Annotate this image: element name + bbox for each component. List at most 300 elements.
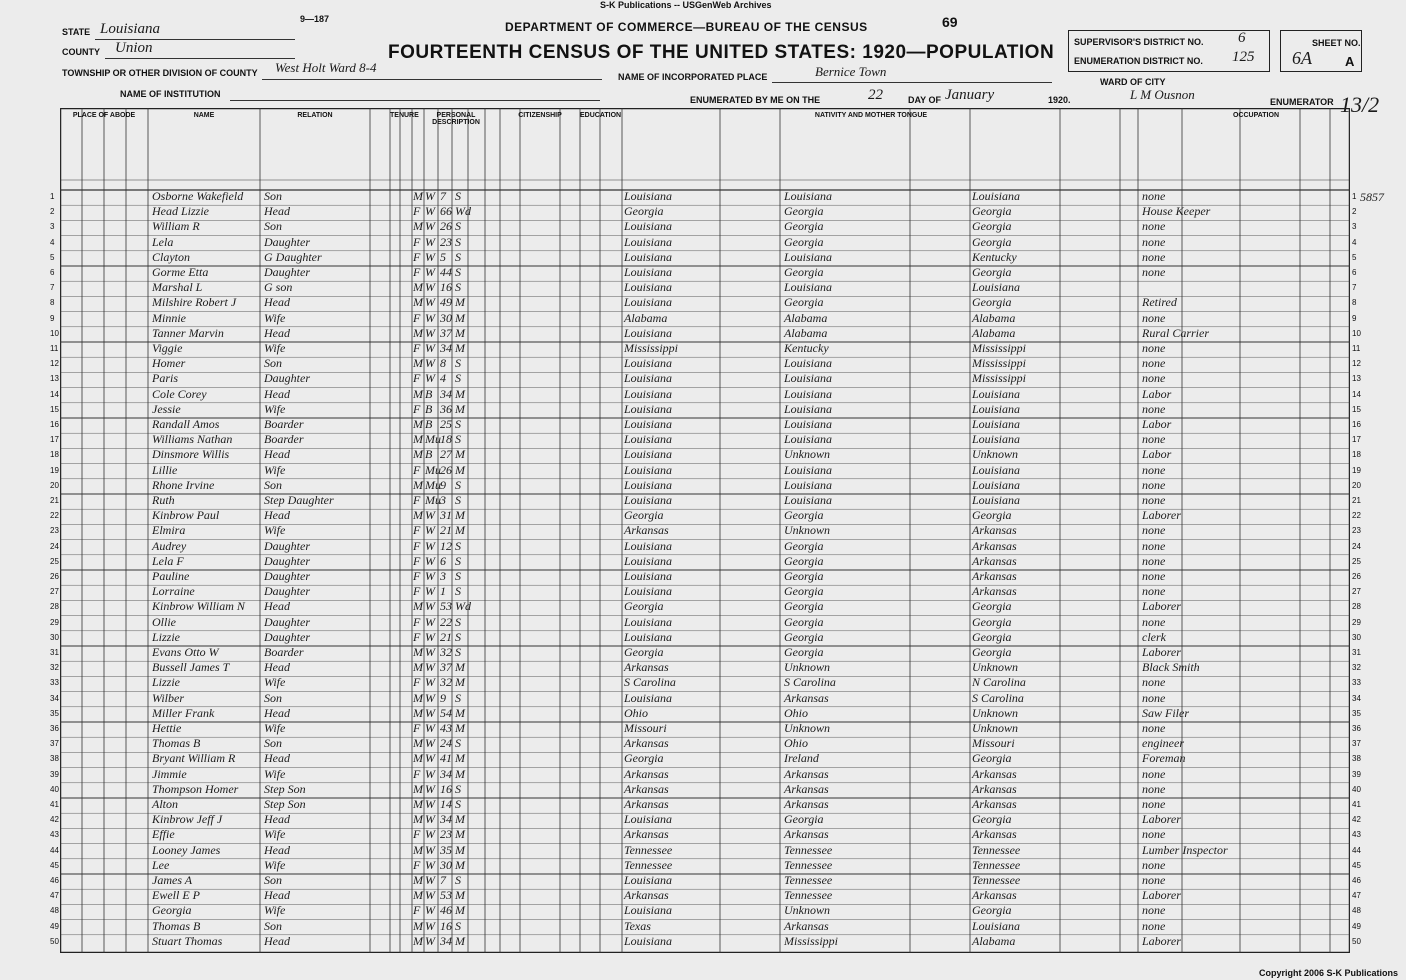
birthplace-cell: Louisiana bbox=[624, 538, 673, 553]
sex-cell: M bbox=[413, 325, 423, 340]
race-cell: W bbox=[425, 614, 435, 629]
mother-birthplace-cell: Louisiana bbox=[972, 189, 1021, 203]
sex-cell: M bbox=[413, 447, 423, 462]
occupation-cell: none bbox=[1142, 341, 1166, 355]
age-cell: 5 bbox=[440, 249, 446, 264]
mother-birthplace-cell: Louisiana bbox=[972, 432, 1021, 447]
relation-cell: Daughter bbox=[264, 234, 310, 249]
relation-cell: Daughter bbox=[264, 371, 310, 386]
marital-cell: M bbox=[455, 401, 465, 416]
age-cell: 49 bbox=[440, 295, 452, 310]
father-birthplace-cell: Louisiana bbox=[784, 249, 833, 264]
name-cell: Miller Frank bbox=[152, 705, 215, 720]
row-number: 23 bbox=[1352, 526, 1361, 536]
mother-birthplace-cell: Tennessee bbox=[972, 873, 1021, 887]
age-cell: 16 bbox=[440, 781, 452, 796]
birthplace-cell: Tennessee bbox=[624, 842, 673, 857]
state-label: STATE bbox=[62, 27, 91, 37]
race-cell: W bbox=[425, 508, 435, 523]
mother-birthplace-cell: Unknown bbox=[972, 705, 1018, 720]
marital-cell: S bbox=[455, 797, 461, 811]
row-number: 1 bbox=[50, 192, 55, 201]
age-cell: 26 bbox=[440, 219, 452, 234]
marital-cell: S bbox=[455, 690, 461, 705]
name-cell: Lillie bbox=[152, 462, 178, 477]
row-number: 37 bbox=[1352, 739, 1361, 749]
name-cell: Osborne Wakefield bbox=[152, 189, 244, 203]
age-cell: 44 bbox=[440, 265, 452, 279]
age-cell: 54 bbox=[440, 705, 452, 720]
sex-cell: M bbox=[413, 842, 423, 857]
row-number: 17 bbox=[1352, 435, 1361, 445]
name-cell: Cole Corey bbox=[152, 386, 207, 401]
birthplace-cell: Arkansas bbox=[624, 523, 669, 538]
father-birthplace-cell: Mississippi bbox=[784, 933, 839, 948]
mother-birthplace-cell: S Carolina bbox=[972, 690, 1024, 705]
marital-cell: S bbox=[455, 280, 461, 295]
sex-cell: M bbox=[413, 599, 423, 614]
marital-cell: M bbox=[455, 310, 465, 325]
enumeration-label: ENUMERATION DISTRICT NO. bbox=[1074, 56, 1203, 66]
row-number: 35 bbox=[50, 708, 59, 718]
age-cell: 34 bbox=[440, 766, 452, 781]
row-number: 34 bbox=[50, 693, 59, 703]
row-number: 50 bbox=[1352, 936, 1361, 946]
name-cell: Kinbrow William N bbox=[152, 599, 245, 614]
occupation-cell: none bbox=[1142, 310, 1166, 325]
sex-cell: M bbox=[413, 660, 423, 675]
race-cell: W bbox=[425, 356, 435, 371]
age-cell: 35 bbox=[440, 842, 452, 857]
row-number: 7 bbox=[50, 283, 55, 293]
race-cell: W bbox=[425, 827, 435, 842]
row-number: 36 bbox=[1352, 724, 1361, 733]
marital-cell: Wd bbox=[455, 204, 471, 219]
name-cell: Lizzie bbox=[152, 629, 181, 644]
birthplace-cell: Mississippi bbox=[624, 341, 679, 355]
father-birthplace-cell: Ireland bbox=[784, 751, 819, 766]
age-cell: 23 bbox=[440, 234, 452, 249]
row-number: 20 bbox=[1352, 480, 1361, 490]
race-cell: W bbox=[425, 249, 435, 264]
birthplace-cell: Georgia bbox=[624, 599, 664, 614]
marital-cell: M bbox=[455, 341, 465, 355]
row-number: 46 bbox=[1352, 876, 1361, 885]
occupation-cell: none bbox=[1142, 766, 1166, 781]
birthplace-cell: Arkansas bbox=[624, 797, 669, 811]
marital-cell: S bbox=[455, 265, 461, 279]
occupation-cell: none bbox=[1142, 614, 1166, 629]
occupation-cell: none bbox=[1142, 797, 1166, 811]
marital-cell: M bbox=[455, 508, 465, 523]
relation-cell: Step Son bbox=[264, 797, 306, 811]
name-cell: James A bbox=[152, 873, 193, 887]
row-number: 32 bbox=[50, 663, 59, 673]
father-birthplace-cell: Georgia bbox=[784, 204, 824, 219]
relation-cell: Step Daughter bbox=[264, 493, 334, 507]
marital-cell: M bbox=[455, 447, 465, 462]
name-cell: Paris bbox=[152, 371, 179, 386]
father-birthplace-cell: Georgia bbox=[784, 234, 824, 249]
marital-cell: M bbox=[455, 295, 465, 310]
occupation-cell: Rural Carrier bbox=[1142, 325, 1210, 340]
row-number: 40 bbox=[1352, 784, 1361, 794]
father-birthplace-cell: Tennessee bbox=[784, 873, 833, 887]
relation-cell: Head bbox=[264, 204, 290, 219]
occupation-cell: Saw Filer bbox=[1142, 705, 1189, 720]
race-cell: Mu bbox=[425, 493, 441, 507]
birthplace-cell: Louisiana bbox=[624, 629, 673, 644]
relation-cell: Head bbox=[264, 933, 290, 948]
occupation-cell: Labor bbox=[1142, 447, 1172, 462]
father-birthplace-cell: Louisiana bbox=[784, 462, 833, 477]
father-birthplace-cell: Tennessee bbox=[784, 857, 833, 872]
name-cell: Kinbrow Paul bbox=[152, 508, 220, 523]
enumerated-month: January bbox=[945, 87, 995, 103]
marital-cell: M bbox=[455, 325, 465, 340]
birthplace-cell: Louisiana bbox=[624, 933, 673, 948]
row-number: 13 bbox=[50, 374, 59, 384]
row-number: 41 bbox=[1352, 800, 1361, 809]
relation-cell: Son bbox=[264, 356, 282, 371]
age-cell: 30 bbox=[440, 310, 452, 325]
occupation-cell: none bbox=[1142, 827, 1166, 842]
mother-birthplace-cell: Louisiana bbox=[972, 477, 1021, 492]
relation-cell: Wife bbox=[264, 827, 286, 842]
occupation-cell: none bbox=[1142, 857, 1166, 872]
name-cell: Thomas B bbox=[152, 736, 201, 751]
father-birthplace-cell: Louisiana bbox=[784, 477, 833, 492]
birthplace-cell: Louisiana bbox=[624, 903, 673, 918]
sex-cell: M bbox=[413, 781, 423, 796]
birthplace-cell: Alabama bbox=[624, 310, 668, 325]
father-birthplace-cell: Georgia bbox=[784, 569, 824, 583]
age-cell: 14 bbox=[440, 797, 452, 811]
sex-cell: F bbox=[413, 234, 421, 249]
row-number: 25 bbox=[50, 556, 59, 566]
county-value: Union bbox=[115, 40, 153, 56]
occupation-cell: none bbox=[1142, 553, 1166, 568]
relation-cell: Wife bbox=[264, 675, 286, 690]
occupation-cell: Lumber Inspector bbox=[1142, 842, 1228, 857]
relation-cell: Son bbox=[264, 918, 282, 933]
mother-birthplace-cell: Arkansas bbox=[972, 538, 1017, 553]
father-birthplace-cell: Georgia bbox=[784, 812, 824, 827]
mother-birthplace-cell: Mississippi bbox=[972, 341, 1027, 355]
marital-cell: S bbox=[455, 569, 461, 583]
race-cell: W bbox=[425, 295, 435, 310]
marital-cell: S bbox=[455, 356, 461, 371]
occupation-cell: Laborer bbox=[1142, 933, 1181, 948]
sex-cell: M bbox=[413, 432, 423, 447]
father-birthplace-cell: Georgia bbox=[784, 645, 824, 659]
mother-birthplace-cell: Arkansas bbox=[972, 781, 1017, 796]
marital-cell: S bbox=[455, 645, 461, 659]
mother-birthplace-cell: Arkansas bbox=[972, 827, 1017, 842]
row-number: 45 bbox=[50, 860, 59, 870]
row-number: 11 bbox=[50, 344, 59, 353]
race-cell: W bbox=[425, 873, 435, 887]
sex-cell: M bbox=[413, 736, 423, 751]
sex-cell: F bbox=[413, 538, 421, 553]
name-cell: Elmira bbox=[152, 523, 186, 538]
relation-cell: Wife bbox=[264, 341, 286, 355]
sex-cell: M bbox=[413, 888, 423, 903]
race-cell: W bbox=[425, 797, 435, 811]
name-cell: Dinsmore Willis bbox=[152, 447, 230, 462]
sex-cell: F bbox=[413, 462, 421, 477]
column-header: EDUCATION bbox=[580, 112, 622, 119]
father-birthplace-cell: Arkansas bbox=[784, 827, 829, 842]
sex-cell: F bbox=[413, 569, 421, 583]
mother-birthplace-cell: Georgia bbox=[972, 234, 1012, 249]
occupation-cell: none bbox=[1142, 189, 1166, 203]
marital-cell: S bbox=[455, 249, 461, 264]
relation-cell: Wife bbox=[264, 523, 286, 538]
row-number: 5 bbox=[1352, 252, 1357, 262]
race-cell: W bbox=[425, 675, 435, 690]
relation-cell: Daughter bbox=[264, 569, 310, 583]
race-cell: B bbox=[425, 386, 433, 401]
department-heading: DEPARTMENT OF COMMERCE—BUREAU OF THE CENSUS bbox=[505, 20, 868, 34]
mother-birthplace-cell: Arkansas bbox=[972, 523, 1017, 538]
relation-cell: Daughter bbox=[264, 265, 310, 279]
occupation-cell: Retired bbox=[1142, 295, 1177, 310]
father-birthplace-cell: Louisiana bbox=[784, 280, 833, 295]
father-birthplace-cell: Unknown bbox=[784, 660, 830, 675]
race-cell: W bbox=[425, 265, 435, 279]
birthplace-cell: Louisiana bbox=[624, 584, 673, 599]
occupation-cell: none bbox=[1142, 265, 1166, 279]
enumerator-label: ENUMERATOR bbox=[1270, 97, 1334, 107]
mother-birthplace-cell: Georgia bbox=[972, 614, 1012, 629]
father-birthplace-cell: Unknown bbox=[784, 447, 830, 462]
birthplace-cell: Louisiana bbox=[624, 873, 673, 887]
birthplace-cell: Louisiana bbox=[624, 477, 673, 492]
name-cell: Lizzie bbox=[152, 675, 181, 690]
sex-cell: F bbox=[413, 827, 421, 842]
marital-cell: M bbox=[455, 888, 465, 903]
county-label: COUNTY bbox=[62, 47, 100, 57]
mother-birthplace-cell: Missouri bbox=[972, 736, 1015, 751]
father-birthplace-cell: Unknown bbox=[784, 523, 830, 538]
occupation-cell: Laborer bbox=[1142, 599, 1181, 614]
race-cell: W bbox=[425, 584, 435, 599]
age-cell: 66 bbox=[440, 204, 452, 219]
father-birthplace-cell: Ohio bbox=[784, 705, 808, 720]
row-number: 33 bbox=[1352, 678, 1361, 688]
race-cell: W bbox=[425, 736, 435, 751]
name-cell: Georgia bbox=[152, 903, 192, 918]
mother-birthplace-cell: Louisiana bbox=[972, 386, 1021, 401]
marital-cell: S bbox=[455, 873, 461, 887]
relation-cell: Head bbox=[264, 295, 290, 310]
mother-birthplace-cell: Georgia bbox=[972, 812, 1012, 827]
mother-birthplace-cell: Georgia bbox=[972, 645, 1012, 659]
form-number: 9—187 bbox=[300, 14, 330, 24]
age-cell: 8 bbox=[440, 356, 446, 371]
column-header: RELATION bbox=[297, 112, 333, 119]
relation-cell: Head bbox=[264, 705, 290, 720]
county-line bbox=[105, 58, 295, 59]
row-number: 3 bbox=[1352, 222, 1357, 232]
birthplace-cell: S Carolina bbox=[624, 675, 676, 690]
margin-note: 13/2 bbox=[1340, 92, 1380, 117]
race-cell: Mu bbox=[425, 477, 441, 492]
mother-birthplace-cell: Georgia bbox=[972, 508, 1012, 523]
race-cell: W bbox=[425, 903, 435, 918]
name-cell: Looney James bbox=[152, 842, 221, 857]
birthplace-cell: Georgia bbox=[624, 508, 664, 523]
race-cell: W bbox=[425, 341, 435, 355]
row-number: 35 bbox=[1352, 708, 1361, 718]
township-value: West Holt Ward 8-4 bbox=[275, 60, 377, 75]
page-title: FOURTEENTH CENSUS OF THE UNITED STATES: 1920—POPULATION bbox=[388, 42, 1055, 63]
age-cell: 18 bbox=[440, 432, 452, 447]
age-cell: 30 bbox=[440, 857, 452, 872]
race-cell: W bbox=[425, 812, 435, 827]
ward-label: WARD OF CITY bbox=[1100, 77, 1166, 87]
name-cell: Ruth bbox=[152, 493, 175, 507]
race-cell: W bbox=[425, 569, 435, 583]
relation-cell: Daughter bbox=[264, 538, 310, 553]
relation-cell: Son bbox=[264, 477, 282, 492]
age-cell: 7 bbox=[440, 189, 446, 203]
row-number: 41 bbox=[50, 800, 59, 809]
mother-birthplace-cell: N Carolina bbox=[972, 675, 1026, 690]
row-number: 21 bbox=[50, 496, 59, 505]
name-cell: Alton bbox=[152, 797, 178, 811]
mother-birthplace-cell: Georgia bbox=[972, 265, 1012, 279]
father-birthplace-cell: Louisiana bbox=[784, 432, 833, 447]
age-cell: 22 bbox=[440, 614, 452, 629]
name-cell: Marshal L bbox=[152, 280, 203, 295]
age-cell: 4 bbox=[440, 371, 446, 386]
row-number: 49 bbox=[1352, 921, 1361, 931]
father-birthplace-cell: Alabama bbox=[784, 310, 828, 325]
age-cell: 37 bbox=[440, 660, 452, 675]
sex-cell: F bbox=[413, 857, 421, 872]
father-birthplace-cell: Ohio bbox=[784, 736, 808, 751]
occupation-cell: House Keeper bbox=[1142, 204, 1211, 219]
row-number: 48 bbox=[1352, 906, 1361, 916]
marital-cell: M bbox=[455, 675, 465, 690]
sex-cell: F bbox=[413, 493, 421, 507]
birthplace-cell: Arkansas bbox=[624, 827, 669, 842]
row-number: 25 bbox=[1352, 556, 1361, 566]
sheet-label: SHEET NO. bbox=[1312, 38, 1361, 48]
occupation-cell: Labor bbox=[1142, 417, 1172, 431]
row-number: 50 bbox=[50, 936, 59, 946]
name-cell: Wilber bbox=[152, 690, 184, 705]
sex-cell: F bbox=[413, 204, 421, 219]
mother-birthplace-cell: Georgia bbox=[972, 903, 1012, 918]
mother-birthplace-cell: Georgia bbox=[972, 219, 1012, 234]
marital-cell: S bbox=[455, 219, 461, 234]
row-number: 47 bbox=[1352, 891, 1361, 901]
marital-cell: S bbox=[455, 584, 461, 599]
race-cell: W bbox=[425, 766, 435, 781]
row-number: 47 bbox=[50, 891, 59, 901]
row-number: 49 bbox=[50, 921, 59, 931]
year-label: 1920. bbox=[1048, 95, 1071, 105]
mother-birthplace-cell: Kentucky bbox=[972, 249, 1017, 264]
incorporated-value: Bernice Town bbox=[815, 64, 887, 79]
race-cell: Mu bbox=[425, 462, 441, 477]
name-cell: Bussell James T bbox=[152, 660, 230, 675]
name-cell: William R bbox=[152, 219, 200, 234]
marital-cell: S bbox=[455, 189, 461, 203]
relation-cell: Wife bbox=[264, 310, 286, 325]
name-cell: Lee bbox=[152, 857, 170, 872]
birthplace-cell: Louisiana bbox=[624, 462, 673, 477]
margin-code: 5857 bbox=[1360, 190, 1384, 204]
race-cell: W bbox=[425, 538, 435, 553]
marital-cell: S bbox=[455, 417, 461, 431]
sex-cell: M bbox=[413, 295, 423, 310]
relation-cell: Head bbox=[264, 447, 290, 462]
sex-cell: F bbox=[413, 584, 421, 599]
marital-cell: M bbox=[455, 827, 465, 842]
mother-birthplace-cell: Georgia bbox=[972, 629, 1012, 644]
row-number: 18 bbox=[1352, 450, 1361, 460]
marital-cell: M bbox=[455, 812, 465, 827]
age-cell: 27 bbox=[440, 447, 452, 462]
marital-cell: S bbox=[455, 918, 461, 933]
name-cell: Milshire Robert J bbox=[152, 295, 237, 310]
age-cell: 16 bbox=[440, 918, 452, 933]
name-cell: Jessie bbox=[152, 401, 181, 416]
row-number: 22 bbox=[1352, 511, 1361, 521]
race-cell: W bbox=[425, 705, 435, 720]
birthplace-cell: Louisiana bbox=[624, 189, 673, 203]
row-number: 3 bbox=[50, 222, 55, 232]
row-number: 28 bbox=[50, 602, 59, 612]
day-of-label: DAY OF bbox=[908, 95, 942, 105]
relation-cell: Boarder bbox=[264, 417, 304, 431]
race-cell: W bbox=[425, 888, 435, 903]
mother-birthplace-cell: Arkansas bbox=[972, 888, 1017, 903]
name-cell: Clayton bbox=[152, 249, 190, 264]
row-number: 28 bbox=[1352, 602, 1361, 612]
race-cell: W bbox=[425, 751, 435, 766]
name-cell: Pauline bbox=[152, 569, 190, 583]
race-cell: W bbox=[425, 553, 435, 568]
race-cell: W bbox=[425, 918, 435, 933]
age-cell: 36 bbox=[440, 401, 452, 416]
occupation-cell: none bbox=[1142, 432, 1166, 447]
father-birthplace-cell: Unknown bbox=[784, 721, 830, 735]
occupation-cell: none bbox=[1142, 401, 1166, 416]
marital-cell: S bbox=[455, 629, 461, 644]
row-number: 39 bbox=[50, 769, 59, 779]
father-birthplace-cell: Georgia bbox=[784, 265, 824, 279]
sex-cell: F bbox=[413, 523, 421, 538]
birthplace-cell: Arkansas bbox=[624, 888, 669, 903]
occupation-cell: Laborer bbox=[1142, 888, 1181, 903]
relation-cell: Head bbox=[264, 599, 290, 614]
age-cell: 21 bbox=[440, 629, 452, 644]
relation-cell: Head bbox=[264, 842, 290, 857]
father-birthplace-cell: Georgia bbox=[784, 219, 824, 234]
occupation-cell: none bbox=[1142, 675, 1166, 690]
age-cell: 12 bbox=[440, 538, 452, 553]
row-number: 8 bbox=[50, 298, 55, 308]
column-header: NATIVITY AND MOTHER TONGUE bbox=[814, 112, 928, 119]
race-cell: W bbox=[425, 645, 435, 659]
father-birthplace-cell: Tennessee bbox=[784, 842, 833, 857]
mother-birthplace-cell: Unknown bbox=[972, 660, 1018, 675]
